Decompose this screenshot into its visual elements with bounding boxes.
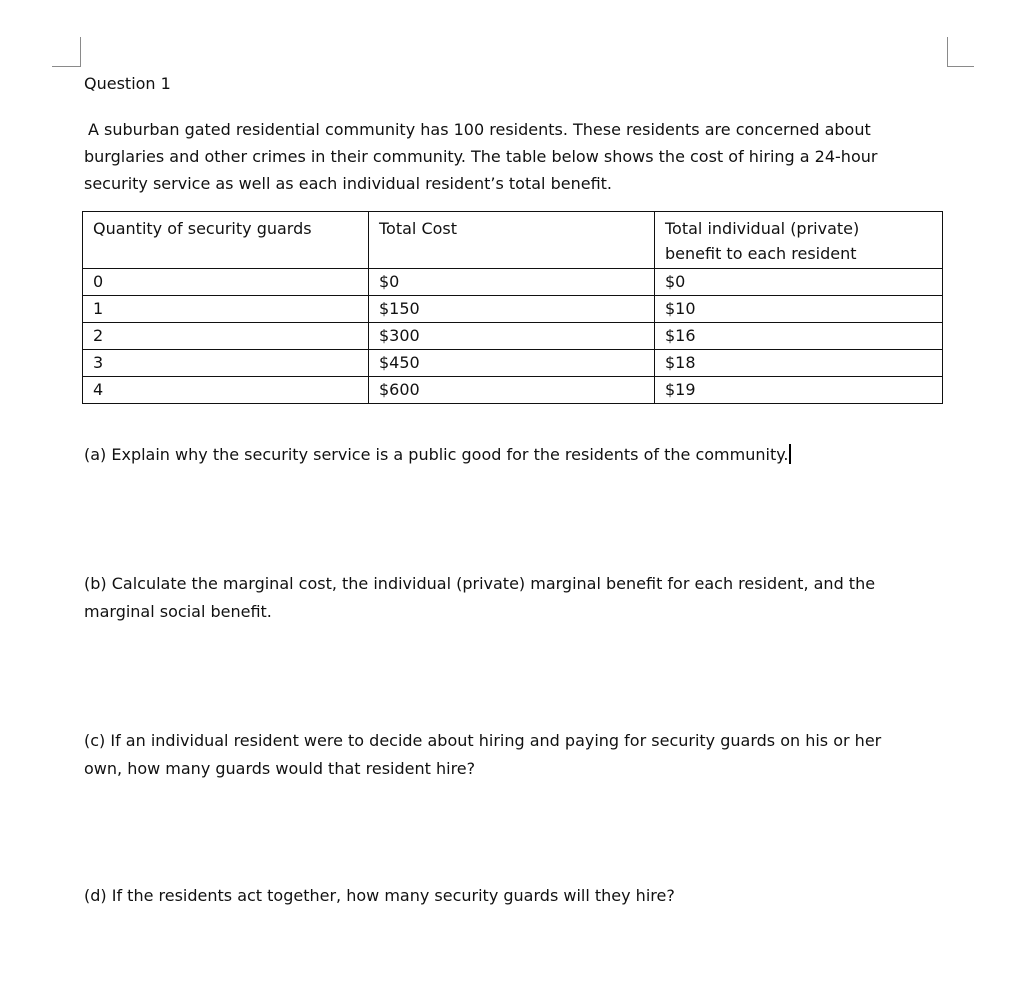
question-d-text[interactable]: (d) If the residents act together, how many security guards will they hire?	[84, 886, 675, 905]
cell-quantity[interactable]: 4	[83, 377, 369, 404]
question-c-line-1[interactable]: (c) If an individual resident were to decide about hiring and paying for security guards on his or her	[84, 731, 882, 750]
question-a-text[interactable]: (a) Explain why the security service is a public good for the residents of the community.	[84, 445, 789, 464]
intro-line-3[interactable]: security service as well as each individual resident’s total benefit.	[84, 174, 612, 193]
question-b-line-2[interactable]: marginal social benefit.	[84, 602, 272, 621]
text-cursor	[789, 444, 791, 464]
cell-total-cost[interactable]: $300	[369, 323, 655, 350]
cost-benefit-table	[82, 211, 943, 404]
intro-line-1[interactable]: A suburban gated residential community has 100 residents. These residents are concerned about	[88, 120, 871, 139]
table-row	[83, 323, 943, 350]
header-total-cost[interactable]: Total Cost	[369, 212, 655, 269]
cell-total-benefit[interactable]: $19	[655, 377, 943, 404]
header-benefit-line-2: benefit to each resident	[665, 244, 857, 263]
question-b[interactable]	[84, 570, 944, 626]
intro-line-2[interactable]: burglaries and other crimes in their community. The table below shows the cost of hiring a 24-hour	[84, 147, 878, 166]
question-heading[interactable]: Question 1	[84, 74, 171, 93]
question-a[interactable]	[84, 441, 944, 469]
cell-total-benefit[interactable]: $16	[655, 323, 943, 350]
table-row	[83, 296, 943, 323]
cell-total-cost[interactable]: $150	[369, 296, 655, 323]
header-total-benefit[interactable]	[655, 212, 943, 269]
cell-total-cost[interactable]: $450	[369, 350, 655, 377]
cell-total-benefit[interactable]: $0	[655, 269, 943, 296]
cell-quantity[interactable]: 2	[83, 323, 369, 350]
cell-total-cost[interactable]: $0	[369, 269, 655, 296]
table-row	[83, 269, 943, 296]
cell-quantity[interactable]: 3	[83, 350, 369, 377]
question-d[interactable]	[84, 882, 944, 910]
cell-quantity[interactable]: 1	[83, 296, 369, 323]
question-c[interactable]	[84, 727, 944, 783]
cell-total-benefit[interactable]: $10	[655, 296, 943, 323]
table-header-row	[83, 212, 943, 269]
question-c-line-2[interactable]: own, how many guards would that resident hire?	[84, 759, 476, 778]
table-row	[83, 350, 943, 377]
page-margin-marker-left	[52, 37, 81, 67]
header-benefit-line-1: Total individual (private)	[665, 219, 860, 238]
cell-total-benefit[interactable]: $18	[655, 350, 943, 377]
cell-total-cost[interactable]: $600	[369, 377, 655, 404]
intro-paragraph[interactable]	[84, 116, 944, 197]
header-quantity[interactable]: Quantity of security guards	[83, 212, 369, 269]
question-b-line-1[interactable]: (b) Calculate the marginal cost, the individual (private) marginal benefit for each resident, and the	[84, 574, 876, 593]
cell-quantity[interactable]: 0	[83, 269, 369, 296]
table-row	[83, 377, 943, 404]
page-margin-marker-right	[947, 37, 974, 67]
